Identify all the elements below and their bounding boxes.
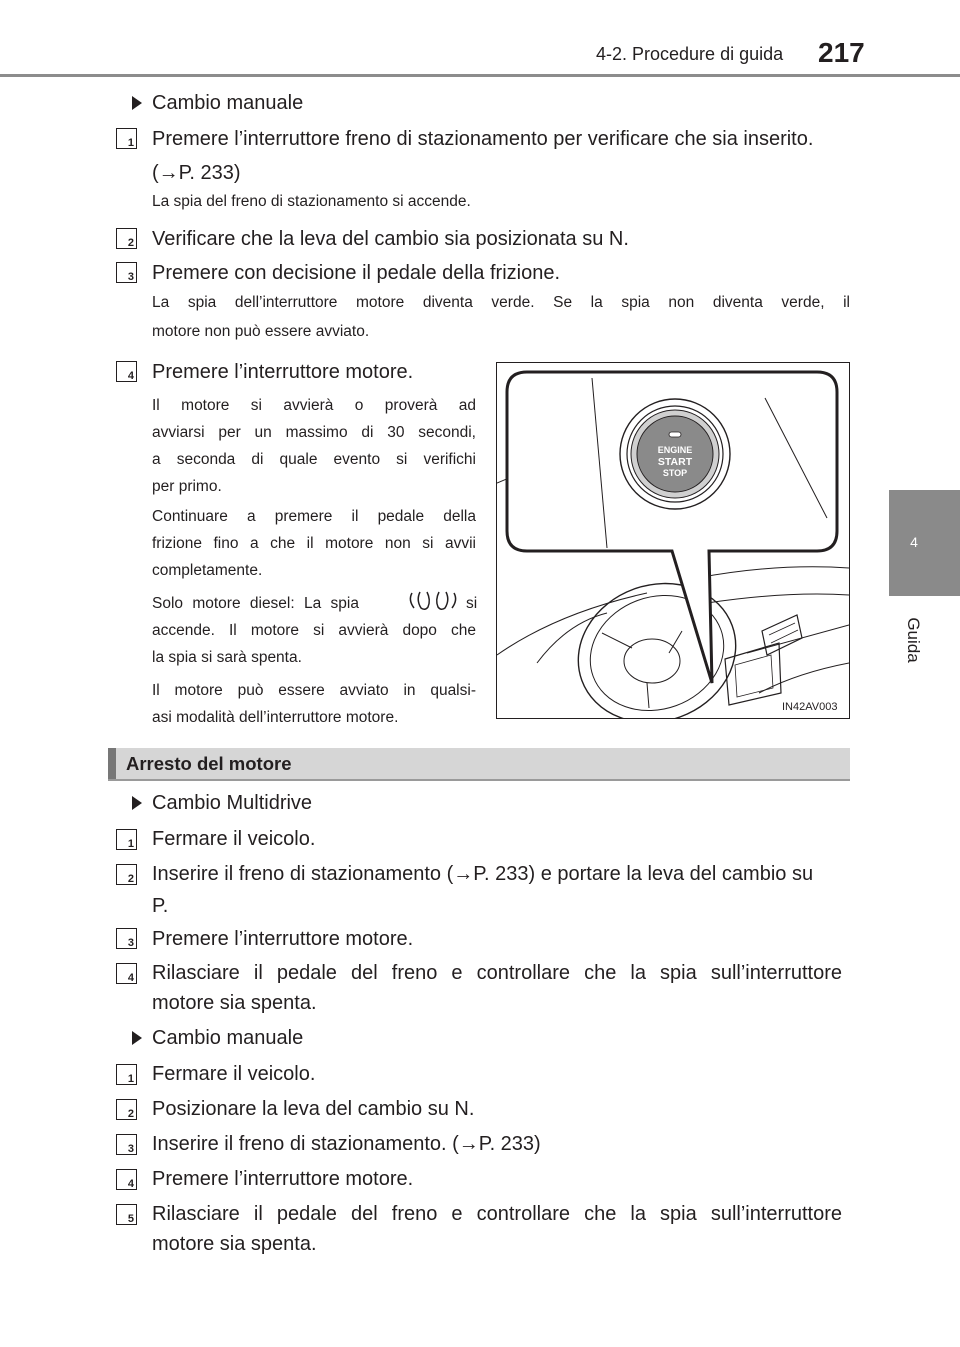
step-badge: 4: [116, 361, 137, 382]
step-badge: 5: [116, 1204, 137, 1225]
chapter-number: 4: [910, 534, 918, 550]
button-label-engine: ENGINE: [657, 445, 693, 455]
step-badge: 2: [116, 864, 137, 885]
step-note: asi modalità dell’interruttore motore.: [152, 709, 399, 726]
step-note: la spia si sarà spenta.: [152, 649, 302, 666]
step-badge: 3: [116, 1134, 137, 1155]
bullet-arrow-icon: [132, 96, 142, 110]
step-text: Premere l’interruttore motore.: [152, 928, 414, 950]
step-text: Rilasciare il pedale del freno e controllare che la spia sull’interruttore: [152, 1203, 842, 1225]
step-text: Fermare il veicolo.: [152, 828, 316, 850]
bullet-arrow-icon: [132, 1031, 142, 1045]
glow-plug-indicator-icon: [406, 589, 460, 611]
header-section-title: 4-2. Procedure di guida: [596, 44, 784, 64]
step-note: accende. Il motore si avvierà dopo che: [152, 622, 476, 639]
step-text: motore sia spenta.: [152, 992, 317, 1014]
step-badge: 1: [116, 1064, 137, 1085]
step-note: completamente.: [152, 562, 263, 579]
header-divider: [0, 74, 960, 77]
step-text: Premere con decisione il pedale della frizione.: [152, 262, 561, 284]
subheading-manual-start: Cambio manuale: [152, 92, 304, 114]
step-note: Il motore può essere avviato in qualsi-: [152, 682, 476, 699]
section-title: Arresto del motore: [126, 753, 292, 774]
step-note: Continuare a premere il pedale della: [152, 508, 476, 525]
step-note: Solo motore diesel: La spia: [152, 595, 359, 612]
step-text: Verificare che la leva del cambio sia posizionata su N.: [152, 228, 629, 250]
step-badge: 4: [116, 963, 137, 984]
page-number: 217: [818, 37, 865, 68]
step-badge: 1: [116, 829, 137, 850]
button-label-stop: STOP: [662, 468, 688, 478]
bullet-arrow-icon: [132, 796, 142, 810]
step-badge: 4: [116, 1169, 137, 1190]
step-badge: 2: [116, 228, 137, 249]
step-badge: 3: [116, 928, 137, 949]
section-marker: [108, 748, 116, 779]
step-note: a seconda di quale evento si verifichi: [152, 451, 476, 468]
chapter-tab: [889, 490, 960, 596]
step-note: per primo.: [152, 478, 222, 495]
step-text: Posizionare la leva del cambio su N.: [152, 1098, 475, 1120]
step-note: si: [466, 595, 478, 612]
step-note: avviarsi per un massimo di 30 secondi,: [152, 424, 476, 441]
step-text: Fermare il veicolo.: [152, 1063, 316, 1085]
step-text: (→P. 233): [152, 162, 241, 184]
step-note: La spia del freno di stazionamento si accende.: [152, 193, 471, 210]
step-text: P.: [152, 895, 169, 917]
step-text: motore sia spenta.: [152, 1233, 317, 1255]
chapter-label: [899, 610, 929, 670]
step-text: Premere l’interruttore motore.: [152, 361, 414, 383]
step-badge: 3: [116, 262, 137, 283]
engine-switch-illustration: [496, 362, 850, 719]
step-badge: 2: [116, 1099, 137, 1120]
step-note: motore non può essere avviato.: [152, 323, 370, 340]
button-label-start: START: [657, 456, 693, 468]
dashboard-drawing: [497, 363, 849, 718]
step-text: Rilasciare il pedale del freno e controllare che la spia sull’interruttore: [152, 962, 842, 984]
chapter-label-text: Guida: [904, 617, 923, 663]
step-note: Il motore si avvierà o proverà ad: [152, 397, 476, 414]
step-text: Premere l’interruttore freno di stazionamento per verificare che sia inserito.: [152, 128, 814, 150]
section-header: [108, 748, 850, 781]
subheading-multidrive: Cambio Multidrive: [152, 792, 313, 814]
step-text: Premere l’interruttore motore.: [152, 1168, 414, 1190]
step-note: La spia dell’interruttore motore diventa verde. Se la spia non diventa verde, il: [152, 294, 850, 311]
step-note: frizione fino a che il motore non si avvii: [152, 535, 476, 552]
step-text: Inserire il freno di stazionamento (→P. 233) e portare la leva del cambio su: [152, 863, 814, 885]
step-text: Inserire il freno di stazionamento. (→P. 233): [152, 1133, 541, 1155]
subheading-manual-stop: Cambio manuale: [152, 1027, 304, 1049]
step-badge: 1: [116, 128, 137, 149]
figure-code: IN42AV003: [782, 701, 838, 713]
